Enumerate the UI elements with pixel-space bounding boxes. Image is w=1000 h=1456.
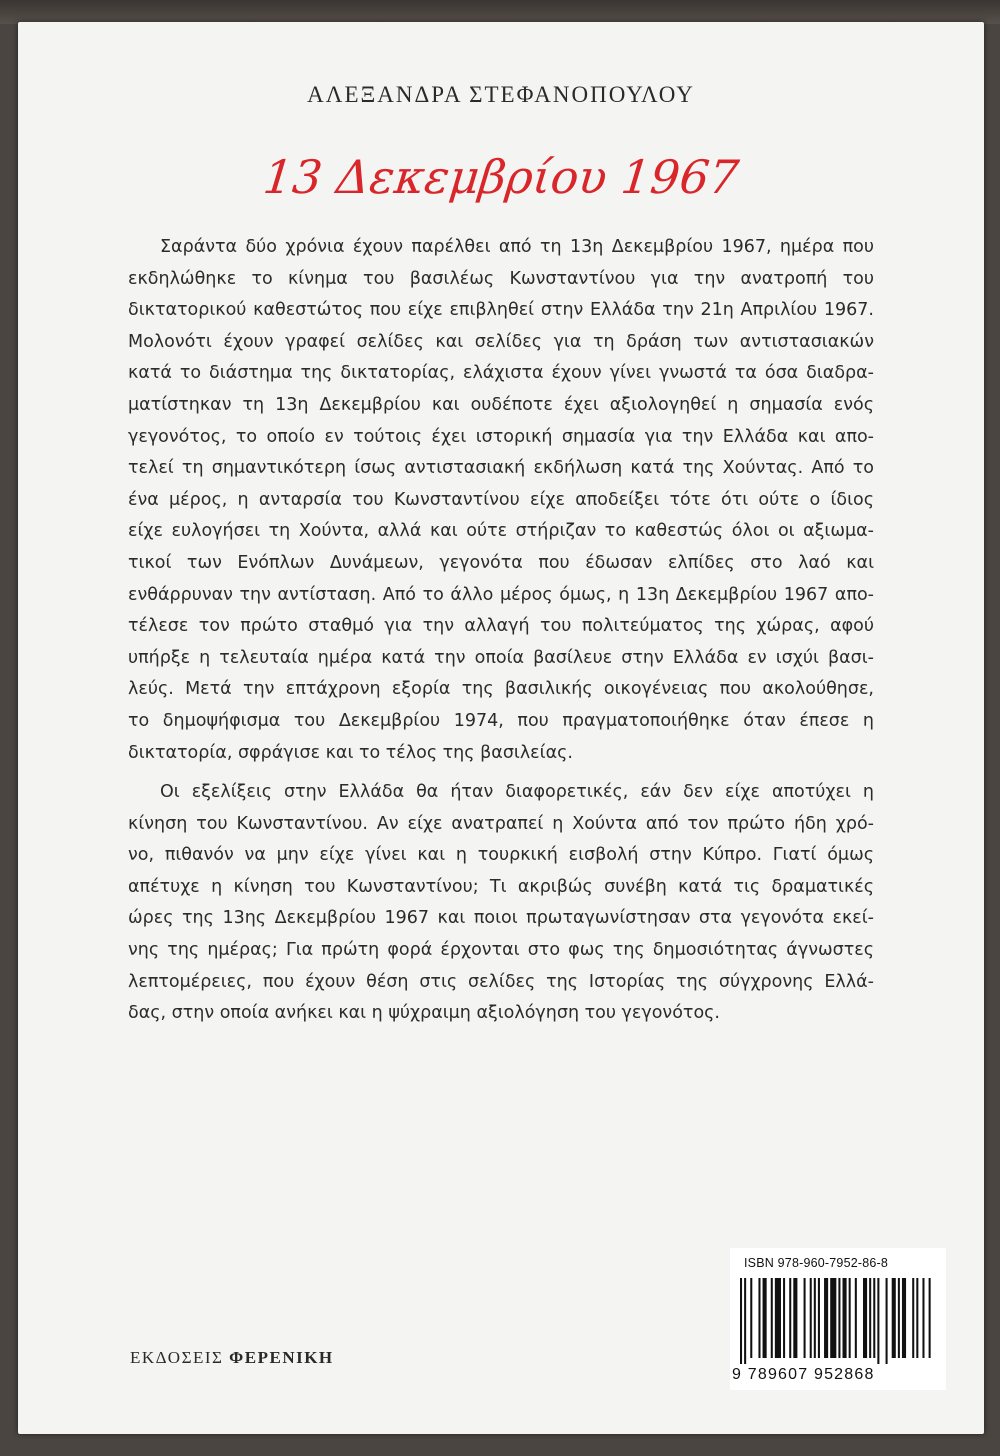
publisher-name: ΦΕΡΕΝΙΚΗ bbox=[229, 1348, 334, 1367]
blurb-line: υπήρξε η τελευταία ημέρα κατά την οποία βασίλευε στην Ελλάδα εν ισχύι βασι- bbox=[128, 647, 874, 668]
barcode-bar bbox=[740, 1278, 742, 1364]
blurb-paragraph-2 bbox=[128, 777, 874, 1030]
barcode-bar bbox=[916, 1278, 918, 1358]
book-back-cover bbox=[18, 22, 984, 1434]
barcode-bar bbox=[814, 1278, 816, 1358]
blurb-line: λεπτομέρειες, που έχουν θέση στις σελίδες της Ιστορίας της σύγχρονης Ελλά- bbox=[128, 971, 874, 992]
blurb-line: απέτυχε η κίνηση του Κωνσταντίνου; Τι ακριβώς συνέβη κατά τις δραματικές bbox=[128, 876, 874, 897]
barcode-bar bbox=[902, 1278, 906, 1358]
blurb-line: νο, πιθανόν να μην είχε γίνει και η τουρκική εισβολή στην Κύπρο. Γιατί όμως bbox=[128, 845, 874, 866]
wooden-surface bbox=[0, 0, 1000, 24]
blurb-line: τελεί τη σημαντικότερη ίσως αντιστασιακή εκδήλωση κατά της Χούντας. Από το bbox=[128, 458, 874, 479]
publisher-imprint bbox=[130, 1348, 334, 1368]
barcode-bar bbox=[873, 1278, 875, 1358]
blurb-line: κίνηση του Κωνσταντίνου. Αν είχε ανατραπεί η Χούντα από τον πρώτο ήδη χρό- bbox=[128, 813, 874, 834]
barcode-bar bbox=[810, 1278, 812, 1358]
blurb-line: δας, στην οποία ανήκει και η ψύχραιμη αξιολόγηση του γεγονότος. bbox=[128, 1003, 720, 1024]
publisher-prefix: ΕΚΔΟΣΕΙΣ bbox=[130, 1348, 224, 1367]
barcode-bar bbox=[898, 1278, 900, 1358]
blurb-line: δικτατορικού καθεστώτος που είχε επιβληθεί στην Ελλάδα την 21η Απριλίου 1967. bbox=[128, 300, 874, 321]
blurb-line: ένα μέρος, η ανταρσία του Κωνσταντίνου είχε αποδείξει τότε ότι ούτε ο ίδιος bbox=[128, 489, 874, 510]
blurb-line: ώρες της 13ης Δεκεμβρίου 1967 και ποιοι πρωταγωνίστησαν στα γεγονότα εκεί- bbox=[128, 908, 874, 929]
blurb-line: εκδηλώθηκε το κίνημα του βασιλέως Κωνσταντίνου για την ανατροπή του bbox=[128, 268, 874, 289]
barcode-bar bbox=[838, 1278, 840, 1358]
blurb-line: δικτατορία, σφράγισε και το τέλος της βασιλείας. bbox=[128, 742, 573, 763]
blurb-line: ματίστηκαν τη 13η Δεκεμβρίου και ουδέποτε έχει αξιολογηθεί η σημασία ενός bbox=[128, 394, 874, 415]
blurb-line: λεύς. Μετά την επτάχρονη εξορία της βασιλικής οικογένειας που ακολούθησε, bbox=[128, 679, 874, 700]
isbn-barcode bbox=[730, 1248, 946, 1390]
barcode-bar bbox=[929, 1278, 931, 1358]
blurb-text bbox=[128, 232, 874, 1038]
barcode-bars bbox=[738, 1278, 938, 1364]
barcode-bar bbox=[849, 1278, 851, 1358]
barcode-bar bbox=[750, 1278, 752, 1358]
barcode-bar bbox=[744, 1278, 746, 1364]
barcode-bar bbox=[771, 1278, 773, 1358]
barcode-bar bbox=[818, 1278, 820, 1358]
blurb-paragraph-1 bbox=[128, 232, 874, 769]
barcode-bar bbox=[783, 1278, 785, 1358]
blurb-line: γεγονότος, το οποίο εν τούτοις έχει ιστορική σημασία για την Ελλάδα και απο- bbox=[128, 426, 874, 447]
blurb-line: Οι εξελίξεις στην Ελλάδα θα ήταν διαφορετικές, εάν δεν είχε αποτύχει η bbox=[160, 782, 874, 803]
barcode-bar bbox=[793, 1278, 797, 1358]
blurb-line: ενθάρρυναν την αντίσταση. Από το άλλο μέρος όμως, η 13η Δεκεμβρίου 1967 απο- bbox=[128, 584, 874, 605]
blurb-line: κατά το διάστημα της δικτατορίας, ελάχιστα έχουν γίνει γνωστά τα όσα διαδρα- bbox=[128, 363, 874, 384]
barcode-bar bbox=[824, 1278, 828, 1358]
barcode-bar bbox=[763, 1278, 767, 1358]
barcode-bar bbox=[775, 1278, 781, 1358]
barcode-bar bbox=[877, 1278, 879, 1364]
barcode-bar bbox=[912, 1278, 914, 1358]
blurb-line: τικοί των Ενόπλων Δυνάμεων, γεγονότα που έδωσαν ελπίδες στο λαό και bbox=[128, 552, 874, 573]
barcode-bar bbox=[843, 1278, 847, 1358]
blurb-line: είχε ευλογήσει τη Χούντα, αλλά και ούτε στήριζαν το καθεστώς όλοι οι αξιωμα- bbox=[128, 521, 874, 542]
barcode-bar bbox=[892, 1278, 896, 1358]
blurb-line: τέλεσε τον πρώτο σταθμό για την αλλαγή του πολιτεύματος της χώρας, αφού bbox=[128, 616, 874, 637]
blurb-line: Μολονότι έχουν γραφεί σελίδες και σελίδες για τη δράση των αντιστασιακών bbox=[128, 331, 874, 352]
book-title: 13 Δεκεμβρίου 1967 bbox=[260, 150, 742, 204]
author-name: ΑΛΕΞΑΝΔΡΑ ΣΤΕΦΑΝΟΠΟΥΛΟΥ bbox=[307, 82, 695, 107]
barcode-bar bbox=[922, 1278, 924, 1358]
barcode-bar bbox=[804, 1278, 806, 1358]
barcode-bar bbox=[789, 1278, 791, 1358]
barcode-bar bbox=[869, 1278, 871, 1358]
barcode-bar bbox=[758, 1278, 760, 1358]
barcode-bar bbox=[863, 1278, 867, 1358]
blurb-line: το δημοψήφισμα του Δεκεμβρίου 1974, που πραγματοποιήθηκε όταν έπεσε η bbox=[128, 710, 874, 731]
barcode-bar bbox=[855, 1278, 857, 1358]
blurb-line: Σαράντα δύο χρόνια έχουν παρέλθει από τη 13η Δεκεμβρίου 1967, ημέρα που bbox=[160, 237, 874, 257]
barcode-bar bbox=[830, 1278, 836, 1358]
blurb-line: νης της ημέρας; Για πρώτη φορά έρχονται στο φως της δημοσιότητας άγνωστες bbox=[128, 940, 874, 961]
barcode-bar bbox=[886, 1278, 888, 1364]
isbn-label: ISBN 978-960-7952-86-8 bbox=[744, 1256, 889, 1270]
ean-digits: 9 789607 952868 bbox=[732, 1366, 875, 1383]
